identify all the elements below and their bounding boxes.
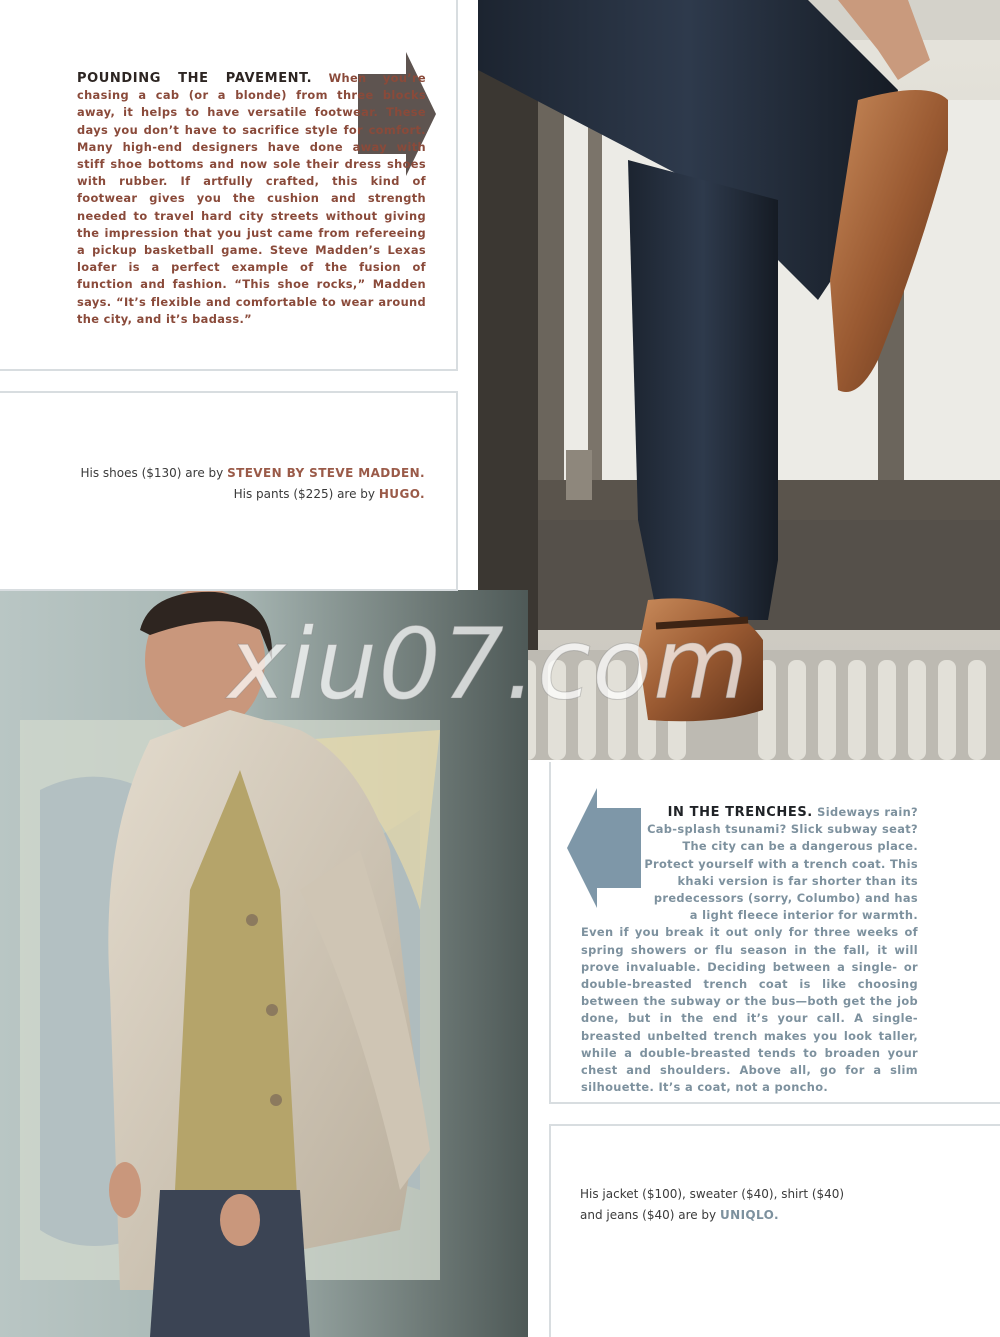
trenches-article-body-intro: Sideways rain? Cab-splash tsunami? Slick subway seat? The city can be a dangerous place. Protect yourself with a trench coat. This khaki version is far shorter than its predecessors (sorry, Columbo) and has a light fleece interior for warmth.	[644, 805, 918, 923]
shoes-credit	[5, 463, 425, 505]
trench-credit	[580, 1184, 960, 1226]
shoes-credit-line: His shoes ($130) are by STEVEN BY STEVE MADDEN.	[80, 466, 425, 480]
trenches-article-body: Even if you break it out only for three weeks of spring showers or flu season in the fall, it will prove invaluable. Deciding between a single- or double-breasted trench coat is like choosing between the subway or the bus—both get the job done, but in the end it’s your call. A single-breasted unbelted trench makes you look taller, while a double-breasted tends to broaden your chest and shoulders. Above all, go for a slim silhouette. It’s a coat, not a poncho.	[581, 925, 918, 1095]
pavement-article-text	[77, 70, 426, 328]
trenches-article-heading: IN THE TRENCHES.	[667, 805, 813, 820]
trench-credit-line1: His jacket ($100), sweater ($40), shirt ($40)	[580, 1187, 845, 1201]
pavement-article-body: When you’re chasing a cab (or a blonde) from three blocks away, it helps to have versatile footwear. These days you don’t have to sacrifice style for comfort. Many high-end designers have done away with stiff shoe bottoms and now sole their dress shoes with rubber. If artfully crafted, this kind of footwear gives you the cushion and strength needed to travel hard city streets without giving the impression that you just came from refereeing a pickup basketball game. Steve Madden’s Lexas loafer is a perfect example of the fusion of function and fashion. “This shoe rocks,” Madden says. “It’s flexible and comfortable to wear around the city, and it’s badass.”	[77, 71, 426, 326]
trench-brand: UNIQLO.	[719, 1208, 779, 1222]
watermark: xiu07.com	[228, 608, 750, 722]
pants-brand: HUGO.	[378, 487, 425, 501]
trench-credit-line2: and jeans ($40) are by UNIQLO.	[580, 1208, 779, 1222]
trenches-article-intro	[581, 804, 918, 924]
pavement-article-heading: POUNDING THE PAVEMENT.	[77, 71, 313, 86]
trenches-article-text	[581, 804, 918, 1096]
pants-credit-line: His pants ($225) are by HUGO.	[233, 487, 425, 501]
shoes-brand: STEVEN BY STEVE MADDEN.	[227, 466, 425, 480]
trench-credit-panel	[549, 1124, 1000, 1337]
